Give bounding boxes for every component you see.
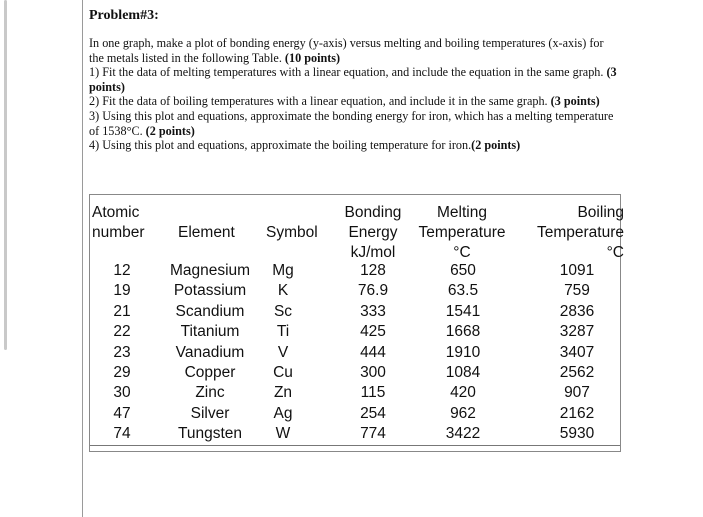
atomic-number-cell: 12 [113, 262, 131, 279]
element-cell: Titanium [180, 323, 240, 341]
bonding-energy-cell: 115 [360, 384, 386, 402]
melting-temperature-cell: 420 [450, 384, 476, 402]
boiling-temperature-cell: 759 [564, 282, 590, 300]
element-cell: Magnesium [169, 262, 251, 279]
element-cell: Tungsten [177, 425, 243, 443]
melting-temperature-cell: 1541 [445, 302, 481, 320]
table-row [90, 383, 620, 403]
atomic-number-cell: 19 [113, 282, 131, 300]
symbol-cell: W [275, 425, 291, 443]
table-row [90, 302, 620, 322]
problem-instructions [89, 36, 617, 153]
item-3: 3) Using this plot and equations, approximate the bonding energy for iron, which has a melting temperature of 1538°C. (2 points) [89, 108, 614, 138]
table-row [90, 281, 620, 301]
atomic-number-cell: 30 [113, 384, 131, 402]
element-cell: Scandium [175, 302, 245, 320]
atomic-number-cell: 47 [113, 404, 131, 422]
melting-temperature-cell: 1668 [445, 323, 481, 341]
element-cell: Copper [184, 363, 236, 381]
melting-temperature-cell: 962 [450, 404, 476, 422]
element-cell: Potassium [173, 282, 247, 300]
atomic-number-cell: 74 [113, 425, 131, 443]
problem-title: Problem#3: [89, 8, 159, 23]
melting-temperature-cell: 1084 [445, 363, 481, 381]
atomic-number-cell: 22 [113, 323, 131, 341]
boiling-temperature-cell: 3407 [559, 343, 595, 361]
scrollbar[interactable] [4, 0, 7, 350]
points-label: (3 points) [550, 94, 600, 109]
bonding-energy-cell: 774 [360, 425, 386, 443]
atomic-number-cell: 29 [113, 363, 131, 381]
boiling-temperature-cell: 3287 [559, 323, 595, 341]
atomic-number-cell: 23 [113, 343, 131, 361]
table-row [90, 322, 620, 342]
table-row [90, 343, 620, 363]
boiling-temperature-cell: 1091 [559, 262, 595, 279]
bonding-energy-cell: 333 [360, 302, 386, 320]
bonding-energy-cell: 128 [360, 262, 386, 279]
item-4: 4) Using this plot and equations, approximate the boiling temperature for iron.(2 points) [89, 138, 521, 153]
boiling-temperature-cell: 2836 [559, 302, 595, 320]
table-body [90, 261, 620, 446]
metals-table [89, 194, 624, 452]
symbol-cell: V [277, 343, 289, 361]
points-label: (3 points) [89, 65, 617, 94]
melting-temperature-cell: 1910 [445, 343, 481, 361]
table-row [90, 404, 620, 424]
bonding-energy-cell: 444 [360, 343, 386, 361]
element-cell: Silver [190, 404, 230, 422]
points-label: (2 points) [145, 123, 195, 138]
document-page [82, 0, 703, 517]
table-row [90, 261, 620, 281]
header-boiling-temperature: Boiling Temperature °C [536, 204, 624, 261]
item-2: 2) Fit the data of boiling temperatures with a linear equation, and include it in the same graph. (3 points) [89, 94, 600, 109]
header-bonding-energy: Bonding Energy kJ/mol [344, 204, 402, 261]
melting-temperature-cell: 3422 [445, 425, 481, 443]
header-symbol: Symbol [266, 224, 318, 241]
intro-paragraph: In one graph, make a plot of bonding energy (y-axis) versus melting and boiling temperatures (x-axis) for the metals listed in the following Table. (10 points) [89, 36, 604, 65]
bonding-energy-cell: 254 [360, 404, 386, 422]
symbol-cell: Ti [276, 323, 290, 341]
bonding-energy-cell: 425 [360, 323, 386, 341]
symbol-cell: K [277, 282, 289, 300]
boiling-temperature-cell: 2562 [559, 363, 595, 381]
element-cell: Zinc [195, 384, 225, 402]
atomic-number-cell: 21 [113, 302, 131, 320]
points-label: (2 points) [471, 138, 521, 153]
boiling-temperature-cell: 2162 [559, 404, 595, 422]
symbol-cell: Ag [273, 404, 293, 422]
header-atomic-number: Atomic number [92, 204, 145, 241]
bonding-energy-cell: 300 [360, 363, 386, 381]
header-element: Element [178, 224, 235, 241]
header-melting-temperature: Melting Temperature °C [418, 204, 506, 261]
symbol-cell: Cu [273, 363, 293, 381]
symbol-cell: Zn [273, 384, 293, 402]
table-row [90, 363, 620, 383]
symbol-cell: Sc [273, 302, 293, 320]
boiling-temperature-cell: 907 [564, 384, 590, 402]
melting-temperature-cell: 63.5 [447, 282, 479, 300]
points-label: (10 points) [284, 50, 341, 65]
table-row [90, 424, 620, 445]
melting-temperature-cell: 650 [450, 262, 476, 279]
item-1: 1) Fit the data of melting temperatures with a linear equation, and include the equation in the same graph. (3 points) [89, 65, 617, 94]
symbol-cell: Mg [272, 262, 294, 279]
boiling-temperature-cell: 5930 [559, 425, 595, 443]
element-cell: Vanadium [175, 343, 245, 361]
bonding-energy-cell: 76.9 [357, 282, 389, 300]
